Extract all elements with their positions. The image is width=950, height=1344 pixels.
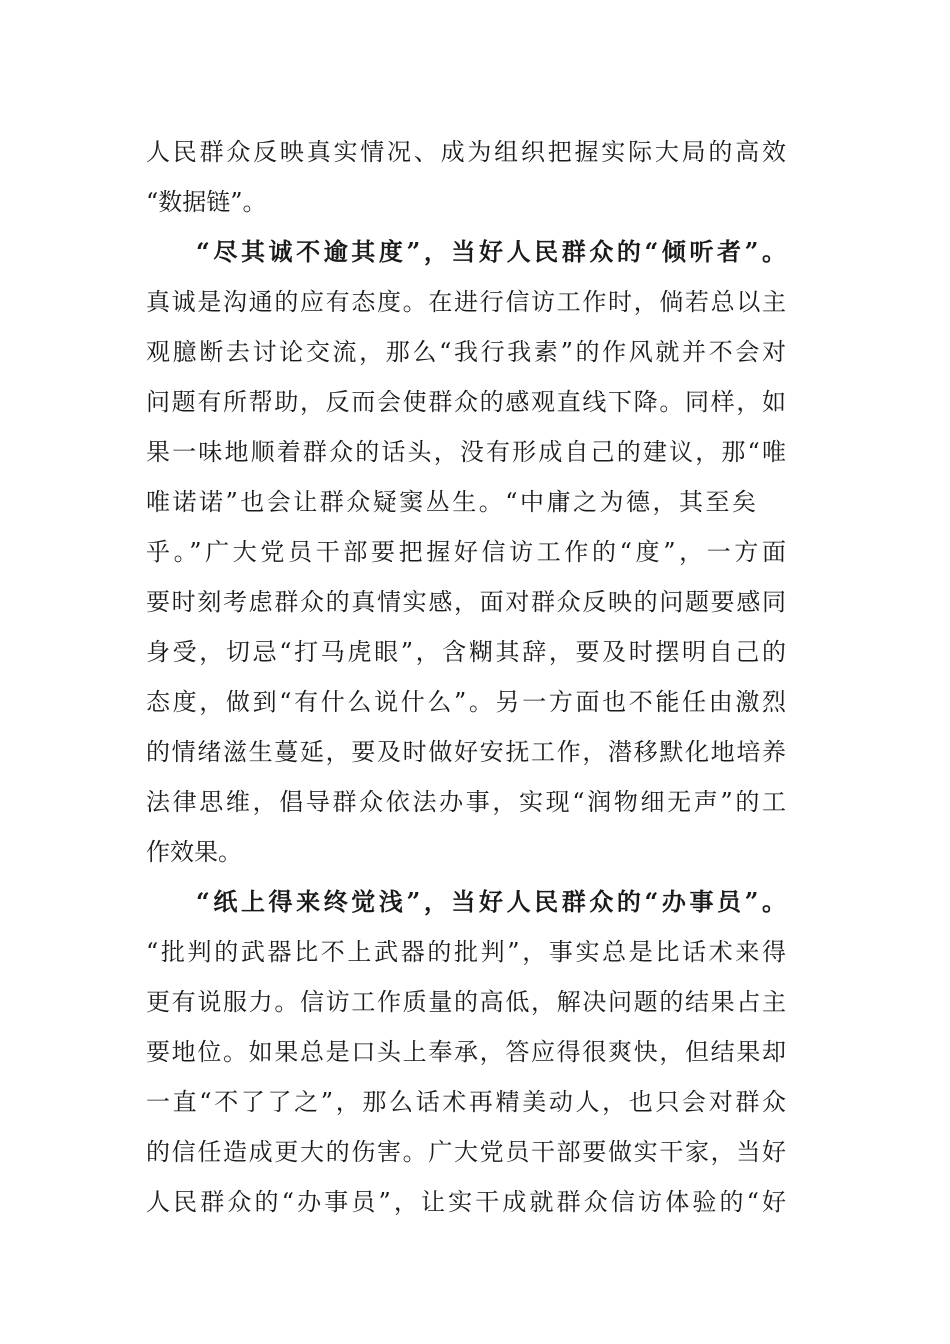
text-line: 法律思维，倡导群众依法办事，实现“润物细无声”的工 bbox=[146, 788, 786, 816]
text-line: 的情绪滋生蔓延，要及时做好安抚工作，潜移默化地培养 bbox=[146, 738, 786, 766]
text-line: 观臆断去讨论交流，那么“我行我素”的作风就并不会对 bbox=[146, 338, 786, 366]
text-line: 的信任造成更大的伤害。广大党员干部要做实干家，当好 bbox=[146, 1138, 786, 1166]
text-line: 要时刻考虑群众的真情实感，面对群众反映的问题要感同 bbox=[146, 588, 786, 616]
section-heading: “尽其诚不逾其度”，当好人民群众的“倾听者”。 bbox=[196, 237, 786, 266]
text-line: 一直“不了了之”，那么话术再精美动人，也只会对群众 bbox=[146, 1088, 786, 1116]
text-line: 态度，做到“有什么说什么”。另一方面也不能任由激烈 bbox=[146, 688, 786, 716]
section-heading: “纸上得来终觉浅”，当好人民群众的“办事员”。 bbox=[196, 887, 786, 916]
text-line: “批判的武器比不上武器的批判”，事实总是比话术来得 bbox=[146, 938, 786, 966]
text-line: 作效果。 bbox=[146, 838, 242, 866]
text-line: 要地位。如果总是口头上奉承，答应得很爽快，但结果却 bbox=[146, 1038, 786, 1066]
text-line: 真诚是沟通的应有态度。在进行信访工作时，倘若总以主 bbox=[146, 288, 786, 316]
text-line: 更有说服力。信访工作质量的高低，解决问题的结果占主 bbox=[146, 988, 786, 1016]
text-line: 果一味地顺着群众的话头，没有形成自己的建议，那“唯 bbox=[146, 438, 786, 466]
text-line: 问题有所帮助，反而会使群众的感观直线下降。同样，如 bbox=[146, 388, 786, 416]
text-line: 人民群众的“办事员”，让实干成就群众信访体验的“好 bbox=[146, 1188, 786, 1216]
text-line: “数据链”。 bbox=[146, 188, 267, 216]
text-line: 唯诺诺”也会让群众疑窦丛生。“中庸之为德，其至矣 bbox=[146, 488, 756, 516]
text-line: 身受，切忌“打马虎眼”，含糊其辞，要及时摆明自己的 bbox=[146, 638, 786, 666]
text-line: 人民群众反映真实情况、成为组织把握实际大局的高效 bbox=[146, 138, 786, 166]
text-line: 乎。”广大党员干部要把握好信访工作的“度”，一方面 bbox=[146, 538, 786, 566]
